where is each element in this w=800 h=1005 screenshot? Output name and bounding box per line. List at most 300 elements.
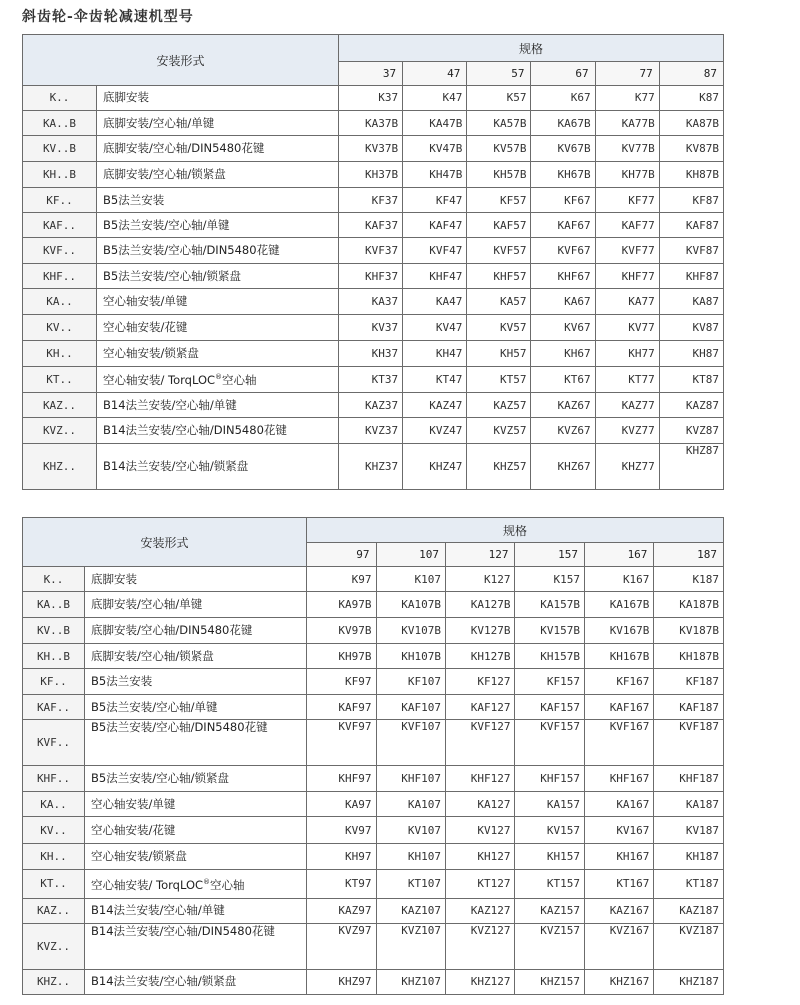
install-description-text: 空心轴安装/单键 — [91, 796, 176, 811]
spec-header: 规格 — [339, 35, 724, 62]
model-cell: KVZ57 — [467, 417, 531, 443]
model-code: KHZ.. — [23, 969, 85, 994]
model-cell: KV37 — [339, 315, 403, 341]
install-description — [97, 393, 339, 418]
model-cell: KVZ77 — [595, 417, 659, 443]
model-cell: KVF167 — [584, 720, 653, 766]
model-cell: KHZ67 — [531, 443, 595, 489]
model-cell: KV37B — [339, 136, 403, 162]
model-table-1-container — [22, 34, 724, 490]
model-cell: KV107B — [376, 618, 445, 644]
model-cell: KVF127 — [445, 720, 514, 766]
install-description-text: 空心轴安装/ TorqLOC — [103, 373, 216, 388]
install-description — [85, 618, 307, 644]
model-cell: KVF157 — [515, 720, 584, 766]
model-cell: KA127 — [445, 792, 514, 817]
model-cell: KHF87 — [659, 263, 723, 289]
table-row — [23, 923, 724, 969]
install-description-tail: 空心轴 — [222, 373, 257, 388]
model-cell: KT57 — [467, 366, 531, 393]
install-description-text: 底脚安装/空心轴/单键 — [103, 115, 215, 130]
model-cell: KVZ37 — [339, 417, 403, 443]
model-code: KHZ.. — [23, 443, 97, 489]
model-cell: KH47B — [403, 162, 467, 188]
model-cell: KVF77 — [595, 238, 659, 264]
registered-mark: ® — [215, 373, 223, 382]
model-cell: KVF37 — [339, 238, 403, 264]
table-row — [23, 443, 724, 489]
model-code: KA..B — [23, 592, 85, 618]
model-cell: KVF97 — [307, 720, 376, 766]
model-cell: KAF37 — [339, 213, 403, 238]
model-code: KH.. — [23, 843, 85, 869]
model-cell: KAF57 — [467, 213, 531, 238]
model-cell: KVZ107 — [376, 923, 445, 969]
model-cell: K57 — [467, 86, 531, 111]
model-cell: KHZ77 — [595, 443, 659, 489]
install-description-text: 底脚安装/空心轴/锁紧盘 — [91, 648, 214, 663]
model-code: KVZ.. — [23, 923, 85, 969]
install-description — [97, 136, 339, 162]
table-row — [23, 766, 724, 792]
model-cell: KF77 — [595, 187, 659, 213]
model-cell: KVF187 — [654, 720, 724, 766]
model-code: KA..B — [23, 110, 97, 136]
model-cell: KA47 — [403, 289, 467, 315]
model-cell: KT47 — [403, 366, 467, 393]
model-cell: KVZ167 — [584, 923, 653, 969]
model-cell: K127 — [445, 567, 514, 592]
install-description-tail: 空心轴 — [210, 877, 245, 892]
install-description-text: 空心轴安装/花键 — [103, 319, 188, 334]
model-cell: KA187B — [654, 592, 724, 618]
install-description-text: B14法兰安装/空心轴/锁紧盘 — [91, 974, 237, 989]
model-cell: KH187B — [654, 644, 724, 669]
install-description — [97, 417, 339, 443]
install-description-text: B14法兰安装/空心轴/DIN5480花键 — [91, 923, 275, 938]
model-cell: KHF127 — [445, 766, 514, 792]
size-header: 167 — [584, 543, 653, 567]
model-cell: K67 — [531, 86, 595, 111]
model-cell: KAF77 — [595, 213, 659, 238]
model-cell: KA167B — [584, 592, 653, 618]
install-description — [85, 817, 307, 843]
model-cell: KH167 — [584, 843, 653, 869]
install-description — [85, 644, 307, 669]
model-cell: K77 — [595, 86, 659, 111]
install-description-text: B14法兰安装/空心轴/单键 — [91, 903, 225, 918]
size-header: 57 — [467, 62, 531, 86]
model-cell: KV167B — [584, 618, 653, 644]
model-cell: KAF187 — [654, 695, 724, 720]
install-description-text: 底脚安装/空心轴/DIN5480花键 — [91, 623, 253, 638]
install-description — [85, 792, 307, 817]
model-cell: KH37B — [339, 162, 403, 188]
install-description-text: B5法兰安装/空心轴/锁紧盘 — [91, 771, 229, 786]
model-cell: K97 — [307, 567, 376, 592]
table-row — [23, 110, 724, 136]
table-row — [23, 969, 724, 994]
model-cell: KAF87 — [659, 213, 723, 238]
model-code: KH.. — [23, 340, 97, 366]
model-table-1 — [22, 34, 724, 490]
model-cell: KF87 — [659, 187, 723, 213]
model-code: KF.. — [23, 187, 97, 213]
model-cell: KH157 — [515, 843, 584, 869]
model-code: KV..B — [23, 136, 97, 162]
model-cell: KH107 — [376, 843, 445, 869]
install-form-header: 安装形式 — [23, 518, 307, 567]
size-header: 37 — [339, 62, 403, 86]
install-description-text: B5法兰安装/空心轴/单键 — [91, 699, 218, 714]
model-cell: KA187 — [654, 792, 724, 817]
model-cell: KH57B — [467, 162, 531, 188]
model-code: KAZ.. — [23, 898, 85, 923]
table-row — [23, 669, 724, 695]
model-cell: KH77B — [595, 162, 659, 188]
model-cell: KA57B — [467, 110, 531, 136]
install-description — [85, 695, 307, 720]
install-description — [85, 898, 307, 923]
install-description-text: 空心轴安装/ TorqLOC — [91, 877, 204, 892]
table-row — [23, 136, 724, 162]
model-cell: KVZ47 — [403, 417, 467, 443]
table-row — [23, 869, 724, 898]
model-cell: KH127 — [445, 843, 514, 869]
install-description — [85, 720, 307, 766]
model-cell: KA67 — [531, 289, 595, 315]
table-row — [23, 393, 724, 418]
model-cell: KF157 — [515, 669, 584, 695]
model-cell: K107 — [376, 567, 445, 592]
install-form-header: 安装形式 — [23, 35, 339, 86]
install-description — [85, 669, 307, 695]
model-cell: KA127B — [445, 592, 514, 618]
model-cell: KHZ47 — [403, 443, 467, 489]
model-cell: KV77B — [595, 136, 659, 162]
model-cell: KH77 — [595, 340, 659, 366]
model-cell: KV167 — [584, 817, 653, 843]
size-header: 97 — [307, 543, 376, 567]
table-row — [23, 162, 724, 188]
model-cell: KAZ157 — [515, 898, 584, 923]
install-description — [97, 289, 339, 315]
install-description-text: 底脚安装/空心轴/DIN5480花键 — [103, 141, 265, 156]
install-description — [97, 315, 339, 341]
model-cell: KVZ87 — [659, 417, 723, 443]
model-cell: KT187 — [654, 869, 724, 898]
model-cell: KA77B — [595, 110, 659, 136]
install-description-text: B14法兰安装/空心轴/锁紧盘 — [103, 458, 249, 473]
model-table-2-container — [22, 517, 724, 995]
model-cell: KV157 — [515, 817, 584, 843]
model-cell: KAZ97 — [307, 898, 376, 923]
model-cell: KF37 — [339, 187, 403, 213]
model-code: KVZ.. — [23, 417, 97, 443]
model-cell: KV77 — [595, 315, 659, 341]
size-header: 127 — [445, 543, 514, 567]
model-code: KA.. — [23, 289, 97, 315]
install-description — [97, 110, 339, 136]
model-cell: KH67B — [531, 162, 595, 188]
model-cell: KA77 — [595, 289, 659, 315]
install-description — [97, 162, 339, 188]
model-cell: KA97 — [307, 792, 376, 817]
model-cell: KAZ127 — [445, 898, 514, 923]
model-cell: KHZ127 — [445, 969, 514, 994]
model-code: K.. — [23, 567, 85, 592]
install-description — [85, 869, 307, 898]
model-code: KF.. — [23, 669, 85, 695]
model-cell: KHF107 — [376, 766, 445, 792]
model-cell: KVF47 — [403, 238, 467, 264]
model-cell: KAF127 — [445, 695, 514, 720]
model-cell: KAF97 — [307, 695, 376, 720]
model-cell: K187 — [654, 567, 724, 592]
model-cell: KV47 — [403, 315, 467, 341]
table-row — [23, 592, 724, 618]
model-cell: KH157B — [515, 644, 584, 669]
model-code: KV.. — [23, 315, 97, 341]
model-cell: KF67 — [531, 187, 595, 213]
model-code: KT.. — [23, 366, 97, 393]
model-cell: KVF57 — [467, 238, 531, 264]
install-description-text: 底脚安装 — [103, 90, 149, 105]
model-cell: KAZ87 — [659, 393, 723, 418]
install-description-text: 空心轴安装/锁紧盘 — [103, 345, 199, 360]
install-description-text: B5法兰安装 — [91, 674, 153, 689]
model-cell: KA167 — [584, 792, 653, 817]
install-description-text: B5法兰安装/空心轴/DIN5480花键 — [103, 242, 280, 257]
model-cell: KA87 — [659, 289, 723, 315]
model-cell: KF97 — [307, 669, 376, 695]
model-cell: KV97 — [307, 817, 376, 843]
spec-header: 规格 — [307, 518, 724, 543]
model-cell: K157 — [515, 567, 584, 592]
model-cell: KHF77 — [595, 263, 659, 289]
model-cell: KHF57 — [467, 263, 531, 289]
model-cell: KH187 — [654, 843, 724, 869]
model-cell: KA107 — [376, 792, 445, 817]
model-cell: KT37 — [339, 366, 403, 393]
model-cell: KAZ37 — [339, 393, 403, 418]
install-description-text: B14法兰安装/空心轴/单键 — [103, 397, 237, 412]
model-cell: KAZ77 — [595, 393, 659, 418]
model-cell: KHF47 — [403, 263, 467, 289]
model-code: KHF.. — [23, 766, 85, 792]
install-description-text: B14法兰安装/空心轴/DIN5480花键 — [103, 422, 287, 437]
model-cell: KAF157 — [515, 695, 584, 720]
page-title: 斜齿轮-伞齿轮减速机型号 — [22, 9, 194, 25]
install-description — [97, 263, 339, 289]
size-header: 77 — [595, 62, 659, 86]
model-cell: KH107B — [376, 644, 445, 669]
model-cell: KF57 — [467, 187, 531, 213]
install-description — [97, 187, 339, 213]
model-cell: KAF47 — [403, 213, 467, 238]
model-cell: KA97B — [307, 592, 376, 618]
size-header: 187 — [654, 543, 724, 567]
size-header: 157 — [515, 543, 584, 567]
model-cell: KAF107 — [376, 695, 445, 720]
model-cell: KHF67 — [531, 263, 595, 289]
install-description-text: 底脚安装/空心轴/锁紧盘 — [103, 166, 226, 181]
model-cell: KAF167 — [584, 695, 653, 720]
install-description — [85, 969, 307, 994]
model-cell: K87 — [659, 86, 723, 111]
model-cell: KAZ67 — [531, 393, 595, 418]
model-cell: KV187B — [654, 618, 724, 644]
install-description — [97, 340, 339, 366]
install-description — [97, 213, 339, 238]
install-description — [97, 238, 339, 264]
model-cell: KH97 — [307, 843, 376, 869]
model-cell: KH47 — [403, 340, 467, 366]
install-description-text: 空心轴安装/花键 — [91, 822, 176, 837]
model-code: KHF.. — [23, 263, 97, 289]
table-row — [23, 843, 724, 869]
size-header: 47 — [403, 62, 467, 86]
model-cell: K47 — [403, 86, 467, 111]
model-cell: KV67 — [531, 315, 595, 341]
model-cell: KA37B — [339, 110, 403, 136]
table-row — [23, 792, 724, 817]
model-cell: KAZ107 — [376, 898, 445, 923]
model-code: KH..B — [23, 162, 97, 188]
model-cell: KF167 — [584, 669, 653, 695]
model-cell: KA157B — [515, 592, 584, 618]
table-row — [23, 315, 724, 341]
install-description — [97, 366, 339, 393]
model-code: KVF.. — [23, 720, 85, 766]
model-cell: KA37 — [339, 289, 403, 315]
model-cell: KT127 — [445, 869, 514, 898]
model-cell: KVF107 — [376, 720, 445, 766]
model-cell: KA107B — [376, 592, 445, 618]
model-cell: KV107 — [376, 817, 445, 843]
model-cell: KHF37 — [339, 263, 403, 289]
model-cell: KVZ97 — [307, 923, 376, 969]
registered-mark: ® — [203, 877, 211, 886]
model-cell: KA87B — [659, 110, 723, 136]
model-cell: KF127 — [445, 669, 514, 695]
model-cell: KA57 — [467, 289, 531, 315]
model-code: KA.. — [23, 792, 85, 817]
model-cell: KA47B — [403, 110, 467, 136]
model-cell: KHZ157 — [515, 969, 584, 994]
model-cell: KV157B — [515, 618, 584, 644]
model-cell: KT167 — [584, 869, 653, 898]
model-cell: KHZ37 — [339, 443, 403, 489]
model-cell: KVZ157 — [515, 923, 584, 969]
table-row — [23, 86, 724, 111]
model-cell: KHF187 — [654, 766, 724, 792]
install-description — [97, 86, 339, 111]
model-cell: KH67 — [531, 340, 595, 366]
model-cell: KT97 — [307, 869, 376, 898]
table-row — [23, 695, 724, 720]
model-cell: KHZ97 — [307, 969, 376, 994]
model-cell: K37 — [339, 86, 403, 111]
model-code: KH..B — [23, 644, 85, 669]
model-cell: KV57 — [467, 315, 531, 341]
model-cell: KV47B — [403, 136, 467, 162]
model-cell: KA157 — [515, 792, 584, 817]
model-cell: KT77 — [595, 366, 659, 393]
model-cell: KT157 — [515, 869, 584, 898]
size-header: 107 — [376, 543, 445, 567]
model-code: K.. — [23, 86, 97, 111]
model-code: KAF.. — [23, 213, 97, 238]
model-cell: KAZ187 — [654, 898, 724, 923]
install-description — [85, 592, 307, 618]
table-row — [23, 618, 724, 644]
model-cell: KVZ127 — [445, 923, 514, 969]
model-cell: KV97B — [307, 618, 376, 644]
install-description-text: 空心轴安装/锁紧盘 — [91, 848, 187, 863]
model-cell: KHZ107 — [376, 969, 445, 994]
model-cell: KAZ57 — [467, 393, 531, 418]
install-description-text: B5法兰安装/空心轴/DIN5480花键 — [91, 720, 268, 735]
table-row — [23, 720, 724, 766]
size-header: 67 — [531, 62, 595, 86]
install-description-text: B5法兰安装 — [103, 192, 165, 207]
model-cell: KHZ57 — [467, 443, 531, 489]
model-table-2 — [22, 517, 724, 995]
model-cell: KHZ87 — [659, 443, 723, 489]
model-cell: KV57B — [467, 136, 531, 162]
table-row — [23, 213, 724, 238]
model-cell: KA67B — [531, 110, 595, 136]
model-cell: KH127B — [445, 644, 514, 669]
model-cell: KH87 — [659, 340, 723, 366]
model-cell: KHZ167 — [584, 969, 653, 994]
model-cell: KH87B — [659, 162, 723, 188]
model-cell: KT67 — [531, 366, 595, 393]
install-description-text: B5法兰安装/空心轴/单键 — [103, 217, 230, 232]
model-cell: KVF87 — [659, 238, 723, 264]
table-row — [23, 187, 724, 213]
model-code: KT.. — [23, 869, 85, 898]
install-description-text: 底脚安装/空心轴/单键 — [91, 597, 203, 612]
table-row — [23, 263, 724, 289]
install-description-text: 底脚安装 — [91, 571, 137, 586]
table-row — [23, 898, 724, 923]
model-cell: KV87 — [659, 315, 723, 341]
model-cell: KAF67 — [531, 213, 595, 238]
model-code: KV..B — [23, 618, 85, 644]
model-cell: KV187 — [654, 817, 724, 843]
model-cell: KHF97 — [307, 766, 376, 792]
model-cell: KVF67 — [531, 238, 595, 264]
model-cell: KHF167 — [584, 766, 653, 792]
table-row — [23, 567, 724, 592]
table-row — [23, 817, 724, 843]
table-row — [23, 238, 724, 264]
table-row — [23, 417, 724, 443]
model-cell: K167 — [584, 567, 653, 592]
install-description — [97, 443, 339, 489]
model-code: KVF.. — [23, 238, 97, 264]
model-cell: KF187 — [654, 669, 724, 695]
model-code: KAZ.. — [23, 393, 97, 418]
model-code: KAF.. — [23, 695, 85, 720]
table-row — [23, 644, 724, 669]
install-description-text: 空心轴安装/单键 — [103, 294, 188, 309]
install-description — [85, 843, 307, 869]
model-cell: KH97B — [307, 644, 376, 669]
model-cell: KF107 — [376, 669, 445, 695]
